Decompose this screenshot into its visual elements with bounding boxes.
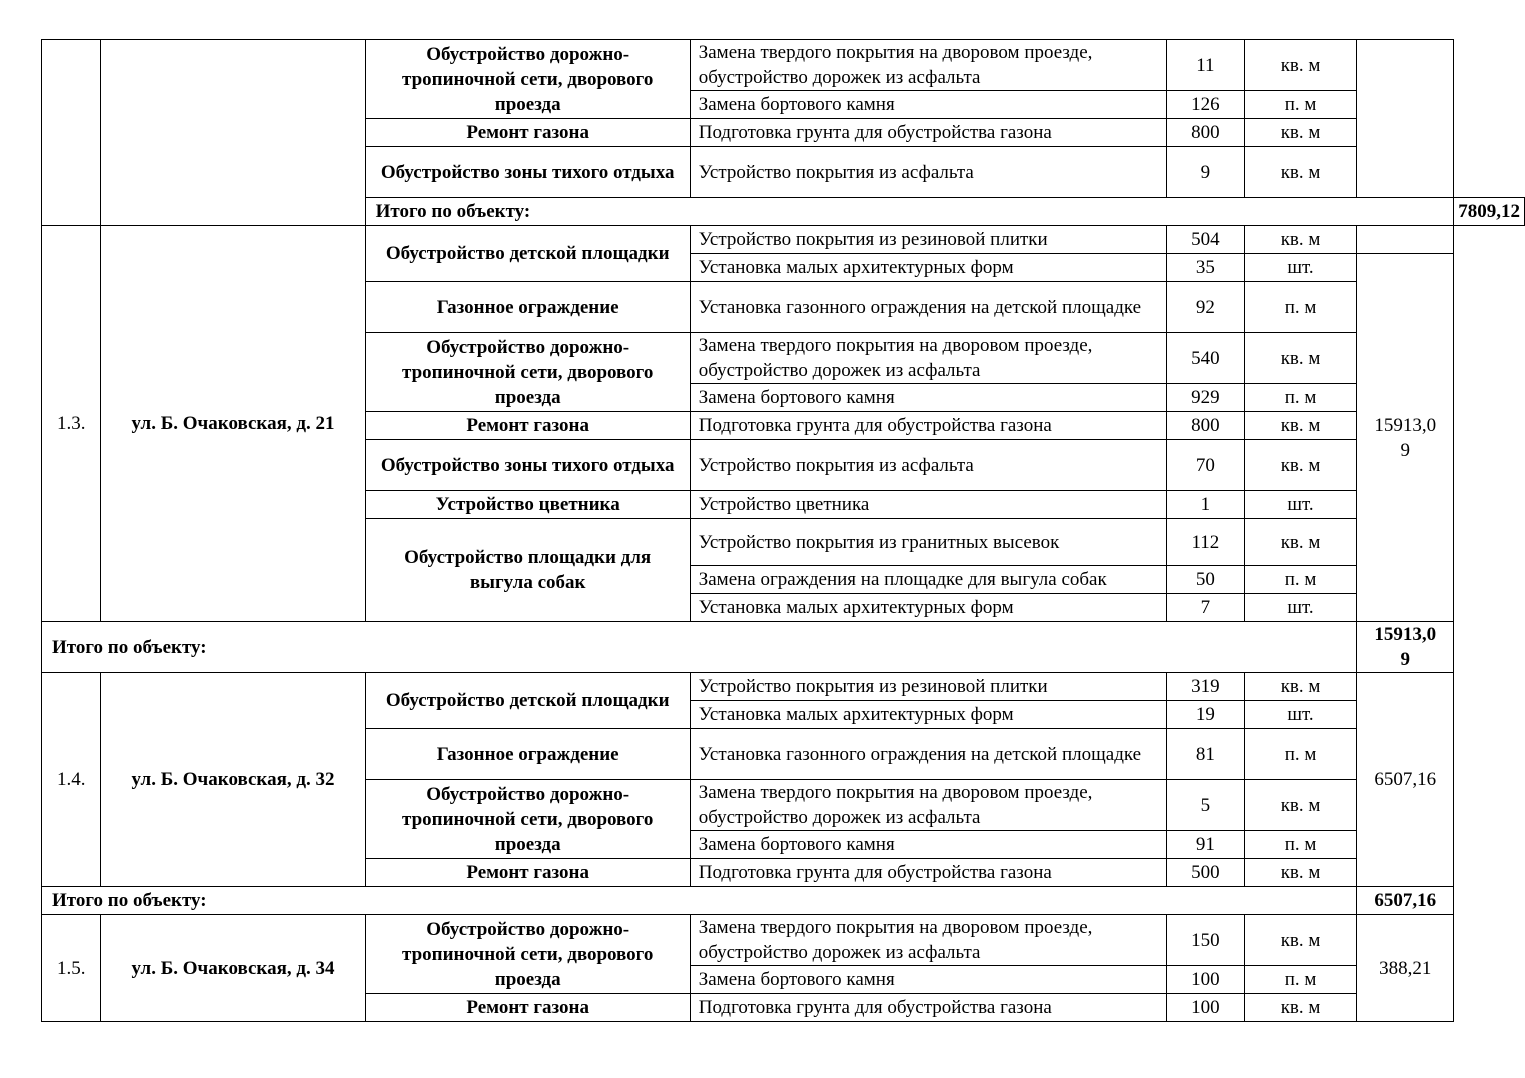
total-label: Итого по объекту:	[42, 887, 1357, 915]
unit-cell: кв. м	[1245, 519, 1357, 566]
work-description-cell: Устройство покрытия из асфальта	[690, 440, 1166, 491]
quantity-cell: 929	[1166, 384, 1244, 412]
object-number: 1.4.	[42, 673, 101, 887]
unit-cell: кв. м	[1245, 119, 1357, 147]
unit-cell: п. м	[1245, 282, 1357, 333]
unit-cell: кв. м	[1245, 333, 1357, 384]
quantity-cell: 92	[1166, 282, 1244, 333]
total-row	[42, 887, 1525, 915]
work-description-cell: Замена бортового камня	[690, 966, 1166, 994]
work-type-cell: Обустройство дорожно-тропиночной сети, дворового проезда	[365, 40, 690, 119]
work-description-cell: Подготовка грунта для обустройства газона	[690, 859, 1166, 887]
object-sum: 6507,16	[1357, 673, 1454, 887]
object-sum: 388,21	[1357, 915, 1454, 1022]
total-value: 7809,12	[1454, 198, 1525, 226]
work-description-cell: Замена бортового камня	[690, 91, 1166, 119]
work-type-cell: Ремонт газона	[365, 994, 690, 1022]
unit-cell: шт.	[1245, 701, 1357, 729]
quantity-cell: 100	[1166, 994, 1244, 1022]
object-number: 1.5.	[42, 915, 101, 1022]
work-description-cell: Замена ограждения на площадке для выгула собак	[690, 566, 1166, 594]
table-row	[42, 915, 1525, 966]
work-description-cell: Установка малых архитектурных форм	[690, 594, 1166, 622]
unit-cell: кв. м	[1245, 147, 1357, 198]
work-type-cell: Обустройство площадки для выгула собак	[365, 519, 690, 622]
work-type-cell: Устройство цветника	[365, 491, 690, 519]
object-address-cell	[101, 40, 365, 226]
work-type-cell: Обустройство зоны тихого отдыха	[365, 147, 690, 198]
quantity-cell: 319	[1166, 673, 1244, 701]
object-sum-cell	[1357, 40, 1454, 198]
quantity-cell: 504	[1166, 226, 1244, 254]
quantity-cell: 70	[1166, 440, 1244, 491]
work-description-cell: Устройство покрытия из гранитных высевок	[690, 519, 1166, 566]
total-value	[1357, 622, 1454, 673]
object-sum-value: 15913,09	[1374, 414, 1437, 461]
object-number: 1.3.	[42, 226, 101, 622]
work-type-cell: Ремонт газона	[365, 859, 690, 887]
work-description-cell: Замена твердого покрытия на дворовом проезде, обустройство дорожек из асфальта	[690, 780, 1166, 831]
quantity-cell: 1	[1166, 491, 1244, 519]
quantity-cell: 800	[1166, 412, 1244, 440]
object-address: ул. Б. Очаковская, д. 34	[101, 915, 365, 1022]
quantity-cell: 126	[1166, 91, 1244, 119]
unit-cell: кв. м	[1245, 994, 1357, 1022]
quantity-cell: 19	[1166, 701, 1244, 729]
object-address: ул. Б. Очаковская, д. 21	[101, 226, 365, 622]
unit-cell: кв. м	[1245, 673, 1357, 701]
work-description-cell: Устройство покрытия из резиновой плитки	[690, 673, 1166, 701]
unit-cell: п. м	[1245, 729, 1357, 780]
work-description-cell: Установка газонного ограждения на детской площадке	[690, 729, 1166, 780]
work-description-cell: Замена твердого покрытия на дворовом проезде, обустройство дорожек из асфальта	[690, 333, 1166, 384]
work-description-cell: Замена твердого покрытия на дворовом проезде, обустройство дорожек из асфальта	[690, 915, 1166, 966]
quantity-cell: 9	[1166, 147, 1244, 198]
quantity-cell: 11	[1166, 40, 1244, 91]
quantity-cell: 81	[1166, 729, 1244, 780]
work-type-cell: Обустройство дорожно-тропиночной сети, дворового проезда	[365, 333, 690, 412]
quantity-cell: 50	[1166, 566, 1244, 594]
unit-cell: кв. м	[1245, 226, 1357, 254]
unit-cell: кв. м	[1245, 915, 1357, 966]
work-type-cell: Обустройство детской площадки	[365, 226, 690, 282]
object-sum-cell-top	[1357, 226, 1454, 254]
total-label: Итого по объекту:	[365, 198, 1454, 226]
work-description-cell: Подготовка грунта для обустройства газона	[690, 994, 1166, 1022]
object-address: ул. Б. Очаковская, д. 32	[101, 673, 365, 887]
object-sum	[1357, 254, 1454, 622]
quantity-cell: 91	[1166, 831, 1244, 859]
work-type-cell: Газонное ограждение	[365, 282, 690, 333]
total-value: 6507,16	[1357, 887, 1454, 915]
work-description-cell: Установка малых архитектурных форм	[690, 254, 1166, 282]
work-description-cell: Установка газонного ограждения на детской площадке	[690, 282, 1166, 333]
table-row	[42, 40, 1525, 91]
unit-cell: п. м	[1245, 384, 1357, 412]
work-type-cell: Обустройство дорожно-тропиночной сети, дворового проезда	[365, 915, 690, 994]
table-row	[42, 673, 1525, 701]
unit-cell: шт.	[1245, 254, 1357, 282]
work-type-cell: Ремонт газона	[365, 119, 690, 147]
work-description-cell: Замена твердого покрытия на дворовом проезде, обустройство дорожек из асфальта	[690, 40, 1166, 91]
work-description-cell: Подготовка грунта для обустройства газона	[690, 119, 1166, 147]
work-type-cell: Обустройство зоны тихого отдыха	[365, 440, 690, 491]
quantity-cell: 150	[1166, 915, 1244, 966]
unit-cell: кв. м	[1245, 40, 1357, 91]
object-number-cell	[42, 40, 101, 226]
work-description-cell: Установка малых архитектурных форм	[690, 701, 1166, 729]
unit-cell: шт.	[1245, 594, 1357, 622]
unit-cell: кв. м	[1245, 412, 1357, 440]
work-type-cell: Обустройство детской площадки	[365, 673, 690, 729]
quantity-cell: 540	[1166, 333, 1244, 384]
table-row	[42, 226, 1525, 254]
quantity-cell: 112	[1166, 519, 1244, 566]
unit-cell: кв. м	[1245, 780, 1357, 831]
work-type-cell: Обустройство дорожно-тропиночной сети, дворового проезда	[365, 780, 690, 859]
unit-cell: шт.	[1245, 491, 1357, 519]
unit-cell: п. м	[1245, 966, 1357, 994]
work-description-cell: Устройство покрытия из резиновой плитки	[690, 226, 1166, 254]
works-table	[41, 39, 1525, 1022]
quantity-cell: 800	[1166, 119, 1244, 147]
work-type-cell: Газонное ограждение	[365, 729, 690, 780]
quantity-cell: 5	[1166, 780, 1244, 831]
work-description-cell: Замена бортового камня	[690, 384, 1166, 412]
total-label: Итого по объекту:	[42, 622, 1357, 673]
work-description-cell: Устройство покрытия из асфальта	[690, 147, 1166, 198]
work-type-cell: Ремонт газона	[365, 412, 690, 440]
quantity-cell: 7	[1166, 594, 1244, 622]
unit-cell: кв. м	[1245, 859, 1357, 887]
work-description-cell: Замена бортового камня	[690, 831, 1166, 859]
work-description-cell: Подготовка грунта для обустройства газона	[690, 412, 1166, 440]
quantity-cell: 500	[1166, 859, 1244, 887]
unit-cell: п. м	[1245, 91, 1357, 119]
unit-cell: п. м	[1245, 831, 1357, 859]
unit-cell: кв. м	[1245, 440, 1357, 491]
unit-cell: п. м	[1245, 566, 1357, 594]
total-row	[42, 622, 1525, 673]
quantity-cell: 100	[1166, 966, 1244, 994]
work-description-cell: Устройство цветника	[690, 491, 1166, 519]
quantity-cell: 35	[1166, 254, 1244, 282]
total-value-text: 15913,09	[1374, 624, 1437, 670]
